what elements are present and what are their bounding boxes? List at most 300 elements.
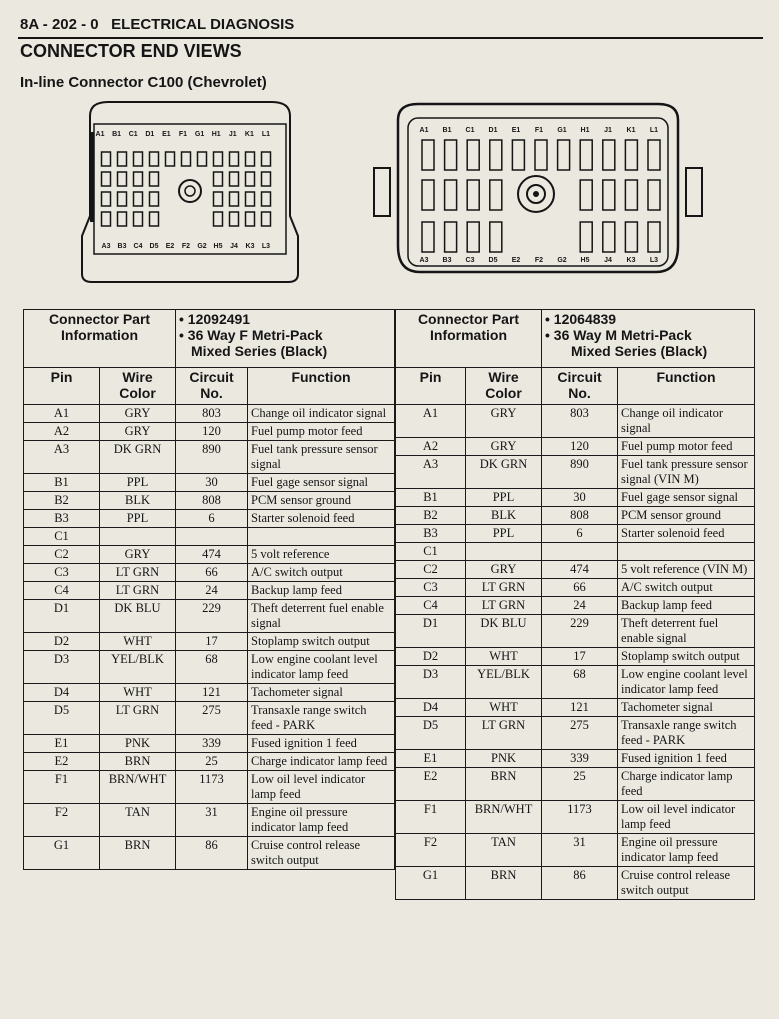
page-header (20, 16, 760, 33)
section-name: ELECTRICAL DIAGNOSIS (111, 16, 295, 33)
table-row (396, 597, 755, 615)
function-cell: Theft deterrent fuel enable signal (248, 600, 395, 633)
circuit-number-cell: 68 (542, 666, 618, 699)
pin-cavity (182, 152, 191, 166)
pin-label: B3 (442, 257, 452, 264)
pin-cavity (262, 152, 271, 166)
pin-cell: D2 (396, 648, 466, 666)
circuit-number-cell: 6 (176, 510, 248, 528)
circuit-number-cell: 6 (542, 525, 618, 543)
table-row (396, 561, 755, 579)
pin-cell: D4 (24, 684, 100, 702)
pin-cell: B3 (396, 525, 466, 543)
male-connector-diagram (368, 96, 708, 282)
circuit-number-cell: 24 (542, 597, 618, 615)
pin-cavity (625, 222, 637, 252)
pin-cavity (214, 172, 223, 186)
wire-color-cell: BRN/WHT (466, 801, 542, 834)
pin-cavity (648, 222, 660, 252)
pin-cell: D1 (24, 600, 100, 633)
function-cell: Fused ignition 1 feed (248, 735, 395, 753)
function-cell: 5 volt reference (248, 546, 395, 564)
function-cell: Theft deterrent fuel enable signal (618, 615, 755, 648)
pin-cell: D4 (396, 699, 466, 717)
pin-label: C3 (465, 257, 475, 264)
pin-cell: C2 (396, 561, 466, 579)
wire-color-cell: BLK (466, 507, 542, 525)
table-row (24, 837, 395, 870)
function-cell: Fused ignition 1 feed (618, 750, 755, 768)
pin-label: G2 (197, 243, 207, 250)
circuit-number-cell: 66 (176, 564, 248, 582)
circuit-number-cell: 120 (542, 438, 618, 456)
pin-label: F1 (178, 131, 188, 138)
table-row (24, 564, 395, 582)
wire-color-cell: PPL (100, 474, 176, 492)
female-bottom-pin-labels (102, 243, 271, 250)
pin-cell: D3 (24, 651, 100, 684)
table-row (396, 801, 755, 834)
pin-cavity (134, 212, 143, 226)
wire-color-cell: BRN (100, 837, 176, 870)
function-cell: Starter solenoid feed (618, 525, 755, 543)
pin-label: H1 (211, 131, 221, 138)
table-row (396, 648, 755, 666)
pin-cavity (422, 222, 434, 252)
pin-cell: C1 (396, 543, 466, 561)
part-number: • 12092491 (179, 311, 251, 327)
circuit-number-cell (542, 543, 618, 561)
table-row (396, 867, 755, 900)
function-cell: Cruise control release switch output (618, 867, 755, 900)
pin-cell: A3 (396, 456, 466, 489)
function-cell: Fuel gage sensor signal (618, 489, 755, 507)
function-cell (248, 528, 395, 546)
pin-cell: C4 (396, 597, 466, 615)
pin-cell: C4 (24, 582, 100, 600)
pin-cavity (246, 152, 255, 166)
function-cell: Fuel tank pressure sensor signal (VIN M) (618, 456, 755, 489)
table-row (396, 489, 755, 507)
wire-color-cell: LT GRN (100, 582, 176, 600)
circuit-number-cell: 339 (542, 750, 618, 768)
circuit-number-cell: 30 (176, 474, 248, 492)
function-cell: Change oil indicator signal (248, 405, 395, 423)
table-row (396, 507, 755, 525)
function-cell: Tachometer signal (248, 684, 395, 702)
pin-cavity (246, 192, 255, 206)
function-cell: Charge indicator lamp feed (248, 753, 395, 771)
circuit-number-cell: 17 (542, 648, 618, 666)
function-cell: Fuel tank pressure sensor signal (248, 441, 395, 474)
wire-color-cell: LT GRN (100, 702, 176, 735)
table-row (24, 528, 395, 546)
wire-color-cell: YEL/BLK (466, 666, 542, 699)
circuit-number-cell: 31 (542, 834, 618, 867)
circuit-number-cell: 30 (542, 489, 618, 507)
function-cell: Backup lamp feed (618, 597, 755, 615)
pin-cell: A2 (396, 438, 466, 456)
table-row (24, 423, 395, 441)
male-pinout-table (395, 309, 755, 900)
pin-cavity (603, 180, 615, 210)
pin-cell: F2 (24, 804, 100, 837)
pin-cavity (603, 222, 615, 252)
circuit-number-cell: 17 (176, 633, 248, 651)
pin-cell: B1 (396, 489, 466, 507)
col-function-header: Function (248, 368, 395, 405)
pin-label: H5 (213, 243, 223, 250)
circuit-number-cell: 68 (176, 651, 248, 684)
pin-cell: D3 (396, 666, 466, 699)
pin-cavity (262, 172, 271, 186)
wire-color-cell: PPL (466, 489, 542, 507)
circuit-number-cell: 1173 (176, 771, 248, 804)
wire-color-cell: GRY (466, 438, 542, 456)
pin-cell: B1 (24, 474, 100, 492)
pin-label: J1 (228, 131, 237, 138)
pin-label: F2 (534, 257, 544, 264)
pin-cell: C3 (396, 579, 466, 597)
pin-cavity (246, 212, 255, 226)
wire-color-cell (100, 528, 176, 546)
wire-color-cell: BLK (100, 492, 176, 510)
circuit-number-cell: 86 (176, 837, 248, 870)
circuit-number-cell: 229 (542, 615, 618, 648)
col-function-header: Function (618, 368, 755, 405)
circuit-number-cell: 121 (542, 699, 618, 717)
pin-cell: B2 (396, 507, 466, 525)
pin-cell: E1 (24, 735, 100, 753)
function-cell: 5 volt reference (VIN M) (618, 561, 755, 579)
pin-cell: G1 (24, 837, 100, 870)
table-row (396, 699, 755, 717)
table-row (24, 405, 395, 423)
pin-cavity (214, 152, 223, 166)
pin-cavity (445, 140, 457, 170)
pin-cavity (422, 140, 434, 170)
header-divider (18, 37, 763, 39)
table-row (24, 600, 395, 633)
table-row (396, 750, 755, 768)
table-row (396, 717, 755, 750)
function-cell: Cruise control release switch output (248, 837, 395, 870)
female-top-pin-labels (96, 131, 271, 138)
pin-cavity (230, 192, 239, 206)
pin-cavity (150, 152, 159, 166)
circuit-number-cell: 808 (542, 507, 618, 525)
pin-label: C1 (128, 131, 138, 138)
pin-label: A3 (101, 243, 111, 250)
circuit-number-cell: 25 (542, 768, 618, 801)
male-pinout-rows (396, 405, 755, 900)
pin-label: G2 (557, 257, 567, 264)
pin-cavity (150, 192, 159, 206)
table-row (396, 438, 755, 456)
col-pin-header: Pin (396, 368, 466, 405)
pin-cavity (580, 180, 592, 210)
wire-color-cell: DK BLU (466, 615, 542, 648)
function-cell: Low engine coolant level indicator lamp feed (248, 651, 395, 684)
wire-color-cell: LT GRN (100, 564, 176, 582)
pin-label: A1 (419, 127, 429, 134)
col-wire-header: Wire Color (100, 368, 176, 405)
pin-label: L3 (261, 243, 271, 250)
table-row (396, 405, 755, 438)
table-row (396, 666, 755, 699)
pin-cavity (150, 172, 159, 186)
pin-cavity (246, 172, 255, 186)
pin-label: A1 (95, 131, 105, 138)
table-row (24, 684, 395, 702)
pin-label: G1 (194, 131, 205, 138)
function-cell: Transaxle range switch feed - PARK (248, 702, 395, 735)
wire-color-cell: LT GRN (466, 717, 542, 750)
function-cell: Stoplamp switch output (618, 648, 755, 666)
pin-cavity (648, 180, 660, 210)
function-cell: A/C switch output (248, 564, 395, 582)
wire-color-cell: WHT (466, 699, 542, 717)
wire-color-cell: LT GRN (466, 579, 542, 597)
function-cell: Fuel pump motor feed (618, 438, 755, 456)
circuit-number-cell: 890 (176, 441, 248, 474)
pin-label: E1 (511, 127, 521, 134)
pin-cavity (490, 222, 502, 252)
pin-label: L3 (649, 257, 659, 264)
pin-label: B1 (442, 127, 452, 134)
wire-color-cell: YEL/BLK (100, 651, 176, 684)
wire-color-cell: BRN/WHT (100, 771, 176, 804)
circuit-number-cell: 474 (176, 546, 248, 564)
table-row (24, 633, 395, 651)
pin-cell: B3 (24, 510, 100, 528)
pin-cell: F2 (396, 834, 466, 867)
pin-cavity (134, 172, 143, 186)
circuit-number-cell: 890 (542, 456, 618, 489)
pin-label: G1 (557, 127, 567, 134)
pin-cell: A3 (24, 441, 100, 474)
function-cell: A/C switch output (618, 579, 755, 597)
pin-cavity (648, 140, 660, 170)
pin-label: J4 (604, 257, 612, 264)
pin-cell: E1 (396, 750, 466, 768)
col-circuit-header: Circuit No. (542, 368, 618, 405)
col-wire-header: Wire Color (466, 368, 542, 405)
circuit-number-cell: 120 (176, 423, 248, 441)
wire-color-cell: GRY (100, 423, 176, 441)
circuit-number-cell: 121 (176, 684, 248, 702)
page-number: 8A - 202 - 0 (20, 16, 99, 33)
circuit-number-cell: 803 (542, 405, 618, 438)
circuit-number-cell: 25 (176, 753, 248, 771)
pin-label: D5 (149, 243, 159, 250)
pin-cavity (198, 152, 207, 166)
table-row (24, 441, 395, 474)
pin-cell: D1 (396, 615, 466, 648)
function-cell: Tachometer signal (618, 699, 755, 717)
table-row (24, 735, 395, 753)
table-row (396, 525, 755, 543)
pin-cell: A2 (24, 423, 100, 441)
pin-cavity (490, 180, 502, 210)
circuit-number-cell: 86 (542, 867, 618, 900)
pin-cavity (134, 152, 143, 166)
pin-cavity (150, 212, 159, 226)
pin-label: K3 (245, 243, 255, 250)
circuit-number-cell: 275 (542, 717, 618, 750)
pin-label: L1 (649, 127, 659, 134)
function-cell: Charge indicator lamp feed (618, 768, 755, 801)
function-cell: Fuel gage sensor signal (248, 474, 395, 492)
pin-cavity (467, 180, 479, 210)
table-row (396, 543, 755, 561)
circuit-number-cell: 474 (542, 561, 618, 579)
female-pinout-table (23, 309, 395, 870)
wire-color-cell: BRN (466, 867, 542, 900)
pin-cavity (580, 222, 592, 252)
wire-color-cell: PNK (466, 750, 542, 768)
pin-cell: A1 (396, 405, 466, 438)
circuit-number-cell: 31 (176, 804, 248, 837)
part-info-details (176, 310, 395, 368)
pin-label: C4 (133, 243, 143, 250)
pin-cell: D5 (24, 702, 100, 735)
circuit-number-cell: 803 (176, 405, 248, 423)
function-cell (618, 543, 755, 561)
part-number: • 12064839 (545, 311, 617, 327)
pin-cavity (102, 192, 111, 206)
pin-cavity (230, 212, 239, 226)
part-info-label: Connector Part Information (396, 310, 542, 368)
table-row (24, 582, 395, 600)
pin-cell: F1 (24, 771, 100, 804)
circuit-number-cell: 275 (176, 702, 248, 735)
wire-color-cell: PNK (100, 735, 176, 753)
table-row (24, 771, 395, 804)
table-row (24, 474, 395, 492)
part-type: • 36 Way F Metri-Pack (179, 327, 323, 343)
wire-color-cell: TAN (100, 804, 176, 837)
wire-color-cell: GRY (100, 405, 176, 423)
pin-label: H5 (580, 257, 590, 264)
function-cell: Low engine coolant level indicator lamp feed (618, 666, 755, 699)
pin-cavity (214, 192, 223, 206)
pin-label: D1 (145, 131, 155, 138)
table-row (24, 702, 395, 735)
pin-cavity (134, 192, 143, 206)
pin-cavity (118, 172, 127, 186)
wire-color-cell: DK GRN (466, 456, 542, 489)
pin-cavity (102, 172, 111, 186)
pin-cavity (262, 192, 271, 206)
pin-cavity (535, 140, 547, 170)
circuit-number-cell (176, 528, 248, 546)
pin-cavity (625, 180, 637, 210)
pin-label: K1 (244, 131, 254, 138)
wire-color-cell: WHT (100, 684, 176, 702)
pin-cavity (118, 212, 127, 226)
pin-cavity (467, 222, 479, 252)
pin-label: D5 (488, 257, 498, 264)
pin-cell: G1 (396, 867, 466, 900)
table-row (24, 651, 395, 684)
wire-color-cell: GRY (466, 405, 542, 438)
circuit-number-cell: 66 (542, 579, 618, 597)
pin-label: F1 (534, 127, 544, 134)
pin-cavity (102, 212, 111, 226)
pin-cell: A1 (24, 405, 100, 423)
table-row (24, 546, 395, 564)
pin-cell: D2 (24, 633, 100, 651)
pin-label: E2 (511, 257, 521, 264)
table-row (24, 804, 395, 837)
function-cell: Change oil indicator signal (618, 405, 755, 438)
pin-cavity (422, 180, 434, 210)
function-cell: Starter solenoid feed (248, 510, 395, 528)
part-type: • 36 Way M Metri-Pack (545, 327, 692, 343)
part-info-details (542, 310, 755, 368)
pin-cavity (214, 212, 223, 226)
function-cell: Fuel pump motor feed (248, 423, 395, 441)
col-circuit-header: Circuit No. (176, 368, 248, 405)
connector-subtitle: In-line Connector C100 (Chevrolet) (20, 74, 267, 91)
female-connector-diagram (70, 96, 310, 286)
table-row (396, 615, 755, 648)
pin-label: K3 (626, 257, 636, 264)
pin-cell: C1 (24, 528, 100, 546)
pin-cavity (102, 152, 111, 166)
pin-cell: B2 (24, 492, 100, 510)
pin-cavity (490, 140, 502, 170)
table-row (396, 834, 755, 867)
female-pinout-rows (24, 405, 395, 870)
wire-color-cell: WHT (100, 633, 176, 651)
pin-label: E1 (162, 131, 171, 138)
col-pin-header: Pin (24, 368, 100, 405)
pin-label: J4 (230, 243, 238, 250)
pin-cavity (118, 192, 127, 206)
circuit-number-cell: 24 (176, 582, 248, 600)
pin-cavity (558, 140, 570, 170)
pin-label: F2 (181, 243, 191, 250)
pin-cavity (625, 140, 637, 170)
function-cell: Engine oil pressure indicator lamp feed (618, 834, 755, 867)
pin-label: L1 (261, 131, 271, 138)
table-row (396, 456, 755, 489)
pin-cavity (580, 140, 592, 170)
function-cell: Low oil level indicator lamp feed (618, 801, 755, 834)
pin-cell: F1 (396, 801, 466, 834)
pin-label: H1 (580, 127, 590, 134)
pin-label: D1 (488, 127, 498, 134)
circuit-number-cell: 229 (176, 600, 248, 633)
function-cell: Transaxle range switch feed - PARK (618, 717, 755, 750)
table-row (396, 579, 755, 597)
pin-label: B3 (117, 243, 127, 250)
table-row (396, 768, 755, 801)
circuit-number-cell: 1173 (542, 801, 618, 834)
pin-cavity (512, 140, 524, 170)
table-row (24, 753, 395, 771)
page-title: CONNECTOR END VIEWS (20, 41, 242, 61)
function-cell: Low oil level indicator lamp feed (248, 771, 395, 804)
wire-color-cell: LT GRN (466, 597, 542, 615)
wire-color-cell: TAN (466, 834, 542, 867)
function-cell: Backup lamp feed (248, 582, 395, 600)
pin-cell: D5 (396, 717, 466, 750)
pin-cavity (262, 212, 271, 226)
pin-cavity (230, 152, 239, 166)
